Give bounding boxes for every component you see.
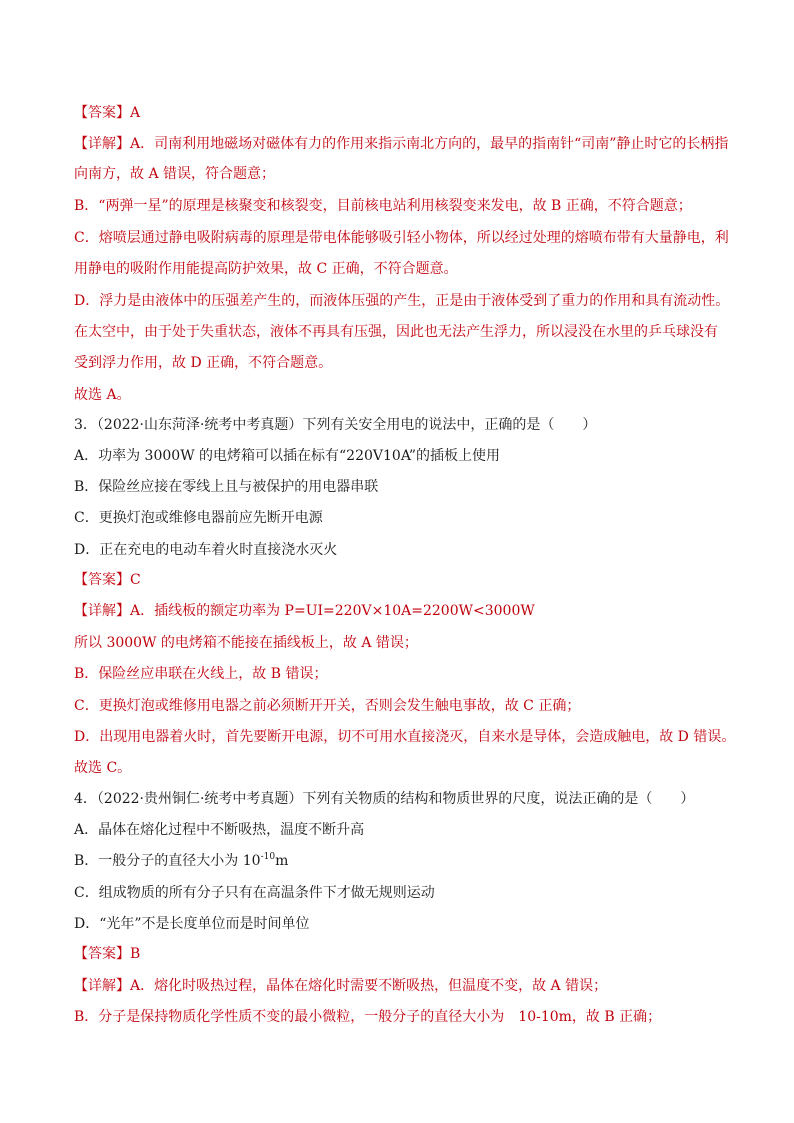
detail-text: B．保险丝应串联在火线上，故 B 错误； xyxy=(74,666,328,682)
option-b-unit: m xyxy=(275,853,289,869)
detail-text: D．出现用电器着火时，首先要断开电源，切不可用水直接浇灭，自来水是导体，会造成触电，故 D 错误。 xyxy=(74,729,736,745)
detail-text: B．分子是保持物质化学性质不变的最小微粒，一般分子的直径大小为 10-10m，故 B 正确； xyxy=(74,1009,662,1025)
detail-tag: 【详解】 xyxy=(74,603,130,619)
detail-text: 受到浮力作用，故 D 正确，不符合题意。 xyxy=(74,355,333,371)
detail-line xyxy=(74,134,734,154)
option-a: A．功率为 3000W 的电烤箱可以插在标有“220V10A”的插板上使用 xyxy=(74,448,501,464)
detail-text: 用静电的吸附作用能提高防护效果，故 C 正确，不符合题意。 xyxy=(74,261,458,277)
detail-line xyxy=(74,601,734,621)
choose-line: 故选 A。 xyxy=(74,387,131,403)
detail-text: A．熔化时吸热过程，晶体在熔化时需要不断吸热，但温度不变，故 A 错误； xyxy=(130,978,608,994)
option-c: C．组成物质的所有分子只有在高温条件下才做无规则运动 xyxy=(74,885,435,901)
option-b: B．保险丝应接在零线上且与被保护的用电器串联 xyxy=(74,479,379,495)
option-a: A．晶体在熔化过程中不断吸热，温度不断升高 xyxy=(74,822,365,838)
option-c: C．更换灯泡或维修电器前应先断开电源 xyxy=(74,510,323,526)
option-b xyxy=(74,851,734,871)
detail-tag: 【详解】 xyxy=(74,978,130,994)
detail-text: B．“两弹一星”的原理是核聚变和核裂变，目前核电站利用核裂变来发电，故 B 正确，不符合题意； xyxy=(74,198,692,214)
detail-text: A．司南利用地磁场对磁体有力的作用来指示南北方向的，最早的指南针“司南”静止时它的长柄指 xyxy=(130,136,729,152)
question-stem: 4．（2022·贵州铜仁·统考中考真题）下列有关物质的结构和物质世界的尺度，说法正确的是（ ） xyxy=(74,791,695,807)
answer-tag: 【答案】 xyxy=(74,572,130,588)
answer-line xyxy=(74,944,734,964)
detail-text: 在太空中，由于处于失重状态，液体不再具有压强，因此也无法产生浮力，所以浸没在水里的乒乓球没有 xyxy=(74,324,718,340)
answer-line xyxy=(74,103,734,123)
detail-text: 向南方，故 A 错误，符合题意； xyxy=(74,166,276,182)
answer-tag: 【答案】 xyxy=(74,946,130,962)
choose-line: 故选 C。 xyxy=(74,760,132,776)
answer-value: C xyxy=(130,572,141,588)
detail-tag: 【详解】 xyxy=(74,136,130,152)
detail-text: C．更换灯泡或维修用电器之前必须断开开关，否则会发生触电事故，故 C 正确； xyxy=(74,698,581,714)
detail-line xyxy=(74,976,734,996)
answer-tag: 【答案】 xyxy=(74,105,130,121)
answer-line xyxy=(74,570,734,590)
option-b-text: B．一般分子的直径大小为 10 xyxy=(74,853,261,869)
answer-value: A xyxy=(130,105,141,121)
detail-text: C．熔喷层通过静电吸附病毒的原理是带电体能够吸引轻小物体，所以经过处理的熔喷布带有大量静电，利 xyxy=(74,230,729,246)
option-d: D．“光年”不是长度单位而是时间单位 xyxy=(74,916,310,932)
detail-text: A．插线板的额定功率为 P=UI=220V×10A=2200W<3000W xyxy=(130,603,535,619)
option-d: D．正在充电的电动车着火时直接浇水灭火 xyxy=(74,542,338,558)
detail-text: D．浮力是由液体中的压强差产生的，而液体压强的产生，正是由于液体受到了重力的作用和具有流动性。 xyxy=(74,293,730,309)
question-stem: 3．（2022·山东菏泽·统考中考真题）下列有关安全用电的说法中，正确的是（ ） xyxy=(74,417,597,433)
option-b-exponent: -10 xyxy=(260,852,276,862)
detail-text: 所以 3000W 的电烤箱不能接在插线板上，故 A 错误； xyxy=(74,635,418,651)
answer-value: B xyxy=(130,946,141,962)
